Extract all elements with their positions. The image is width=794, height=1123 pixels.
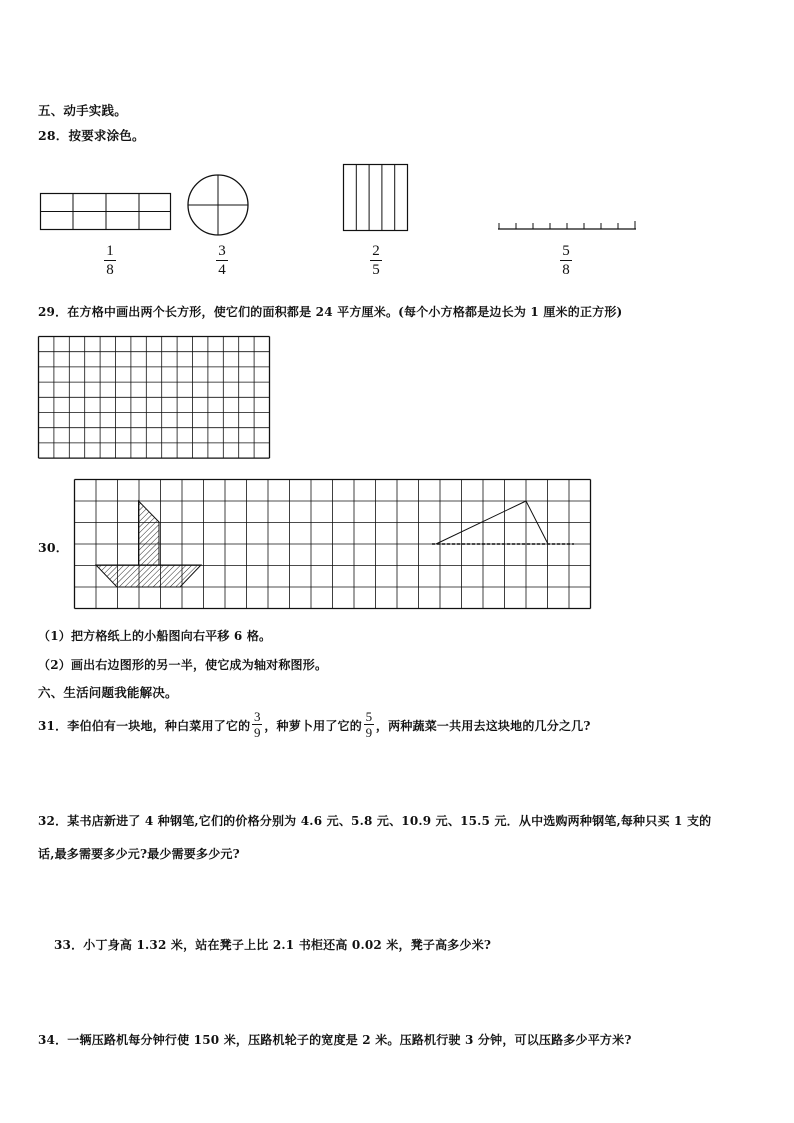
grid-lines — [39, 337, 270, 459]
question-32-line1: 32．某书店新进了 4 种钢笔,它们的价格分别为 4.6 元、5.8 元、10.9 元、15.5 元．从中选购两种钢笔,每种只买 1 支的 — [38, 814, 712, 828]
numerator: 2 — [372, 243, 380, 259]
question-31-text — [38, 709, 591, 741]
denominator: 9 — [365, 725, 373, 740]
question-30-sub1: （1）把方格纸上的小船图向右平移 6 格。 — [38, 629, 272, 643]
numerator: 5 — [365, 709, 373, 724]
fraction-label — [370, 243, 382, 278]
denominator: 8 — [106, 262, 114, 278]
square-fifths-figure — [343, 164, 409, 232]
segment-eighths-figure — [498, 219, 638, 231]
denominator: 5 — [372, 262, 380, 278]
section-five-title: 五、动手实践。 — [38, 103, 127, 118]
fraction-5-9 — [364, 710, 374, 739]
question-34-text: 34．一辆压路机每分钟行使 150 米，压路机轮子的宽度是 2 米。压路机行驶 3 分钟，可以压路多少平方米? — [38, 1033, 632, 1047]
question-33-text: 33．小丁身高 1.32 米，站在凳子上比 2.1 书柜还高 0.02 米，凳子高多少米? — [54, 938, 492, 952]
question-32-line2: 话,最多需要多少元?最少需要多少元? — [38, 847, 240, 861]
fraction-label — [104, 243, 116, 278]
grid-paper-q30[interactable] — [74, 479, 592, 610]
section-six-title: 六、生活问题我能解决。 — [38, 685, 178, 700]
question-30-label: 30． — [38, 540, 69, 555]
denominator: 9 — [253, 725, 261, 740]
q31-part1: 31．李伯伯有一块地，种白菜用了它的 — [38, 719, 251, 733]
denominator: 4 — [218, 262, 226, 278]
fraction-3-9 — [252, 710, 262, 739]
question-28-text: 28．按要求涂色。 — [38, 128, 145, 143]
fraction-label — [216, 243, 228, 278]
grid-paper-q29[interactable] — [38, 336, 270, 460]
numerator: 3 — [253, 709, 261, 724]
q31-part3: ，两种蔬菜一共用去这块地的几分之几? — [375, 719, 591, 733]
denominator: 8 — [562, 262, 570, 278]
circle-quarters-figure — [187, 174, 251, 238]
numerator: 3 — [218, 243, 226, 259]
numerator: 1 — [106, 243, 114, 259]
rectangle-eighths-figure — [40, 193, 172, 231]
question-29-text: 29．在方格中画出两个长方形，使它们的面积都是 24 平方厘米。(每个小方格都是边长为 1 厘米的正方形) — [38, 305, 623, 319]
numerator: 5 — [562, 243, 570, 259]
fraction-label — [560, 243, 572, 278]
q31-part2: ，种萝卜用了它的 — [264, 719, 362, 733]
question-30-sub2: （2）画出右边图形的另一半，使它成为轴对称图形。 — [38, 658, 328, 672]
